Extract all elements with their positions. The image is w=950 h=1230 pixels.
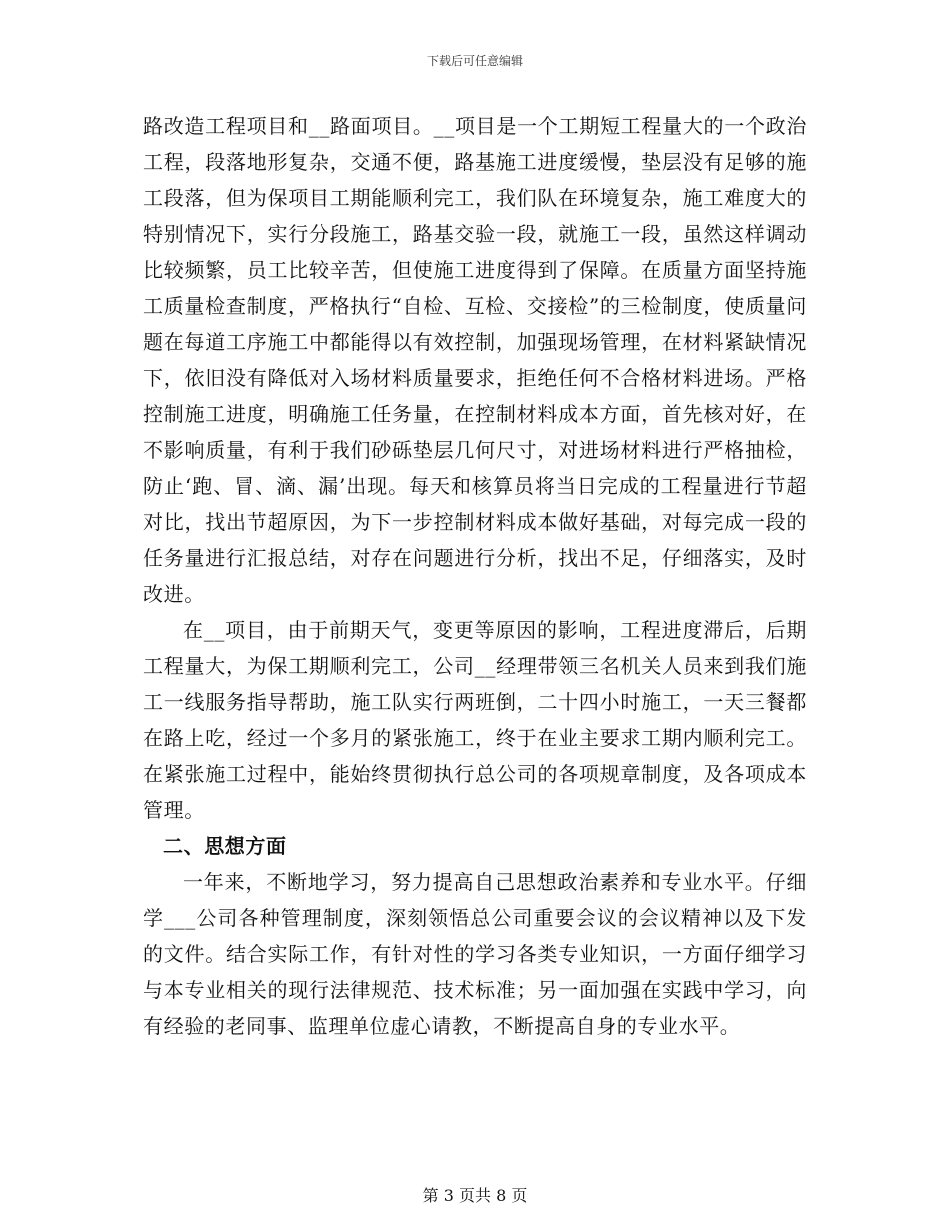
body-paragraph-1: 路改造工程项目和__路面项目。__项目是一个工期短工程量大的一个政治工程，段落地形复杂，交通不便，路基施工进度缓慢，垫层没有足够的施工段落，但为保项目工期能顺利完工，我们队在环境复杂，施工难度大的特别情况下，实行分段施工，路基交验一段，就施工一段，虽然这样调动比较频繁，员工比较辛苦，但使施工进度得到了保障。在质量方面坚持施工质量检查制度，严格执行“自检、互检、交接检”的三检制度，使质量问题在每道工序施工中都能得以有效控制，加强现场管理，在材料紧缺情况下，依旧没有降低对入场材料质量要求，拒绝任何不合格材料进场。严格控制施工进度，明确施工任务量，在控制材料成本方面，首先核对好，在不影响质量，有利于我们砂砾垫层几何尺寸，对进场材料进行严格抽检，防止‘跑、冒、滴、漏’出现。每天和核算员将当日完成的工程量进行节超对比，找出节超原因，为下一步控制材料成本做好基础，对每完成一段的任务量进行汇报总结，对存在问题进行分析，找出不足，仔细落实，及时改进。 xyxy=(143,114,807,606)
page-header: 下载后可任意编辑 xyxy=(426,54,523,68)
section-heading: 二、思想方面 xyxy=(163,834,287,858)
body-paragraph-2: 在__项目，由于前期天气，变更等原因的影响，工程进度滞后，后期工程量大，为保工期顺利完工，公司__经理带领三名机关人员来到我们施工一线服务指导帮助，施工队实行两班倒，二十四小时施工，一天三餐都在路上吃，经过一个多月的紧张施工，终于在业主要求工期内顺利完工。在紧张施工过程中，能始终贯彻执行总公司的各项规章制度，及各项成本管理。 xyxy=(143,618,807,822)
body-paragraph-3: 一年来，不断地学习，努力提高自己思想政治素养和专业水平。仔细学___公司各种管理制度，深刻领悟总公司重要会议的会议精神以及下发的文件。结合实际工作，有针对性的学习各类专业知识，一方面仔细学习与本专业相关的现行法律规范、技术标准；另一面加强在实践中学习，向有经验的老同事、监理单位虚心请教，不断提高自身的专业水平。 xyxy=(143,870,807,1038)
page-footer: 第 3 页共 8 页 xyxy=(422,1186,528,1205)
document-body xyxy=(143,108,807,1044)
